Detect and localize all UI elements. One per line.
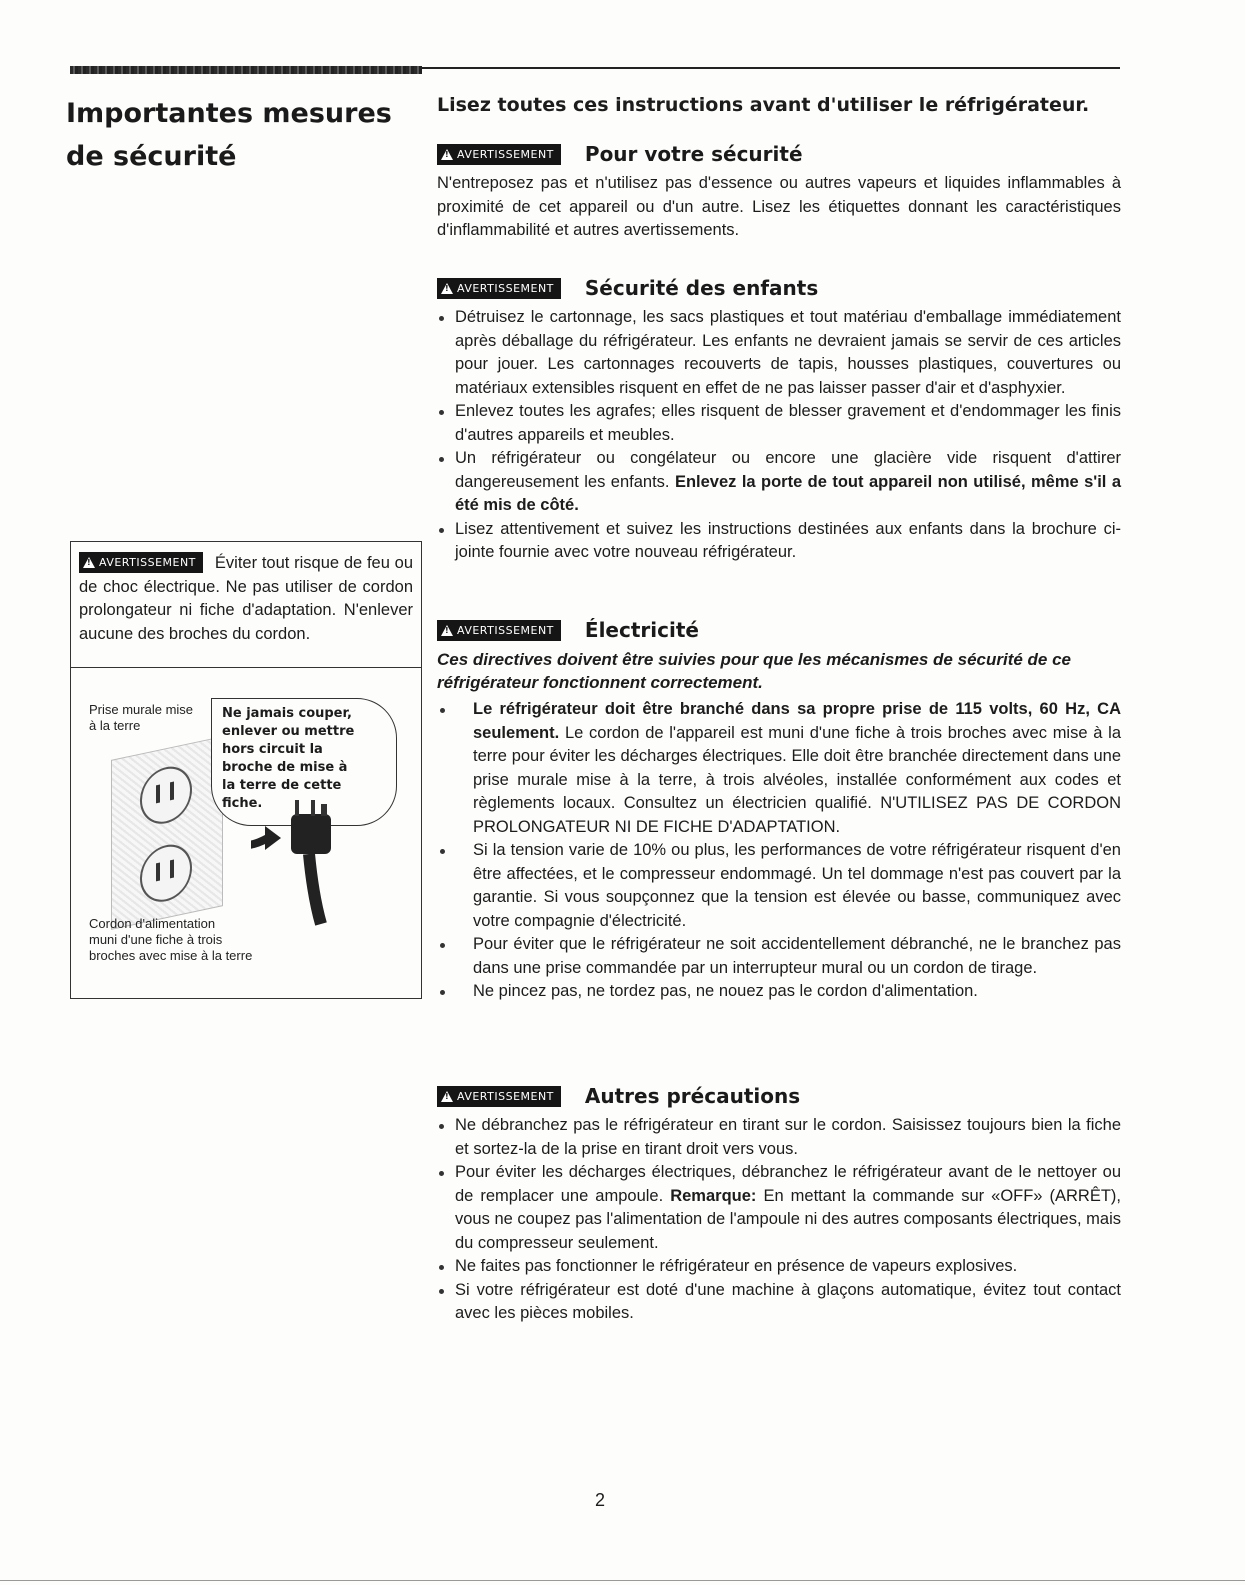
- section-heading: [437, 616, 1121, 644]
- list-item-text: En mettant la commande sur «OFF» (ARRÊT), vous ne coupez pas l'alimentation de l'ampoule ni des autres composants électriques, mais du compresseur seulement.: [455, 1186, 1122, 1252]
- cord-label-line: muni d'une fiche à trois: [89, 932, 223, 947]
- section-text: N'entreposez pas et n'utilisez pas d'essence ou autres vapeurs et liquides inflammables à proximité de cet appareil ou d'un autre. Lisez les étiquettes donnant les caractéristiques d'inflammabilité et autres avertissements.: [437, 174, 1121, 239]
- page-title: Importantes mesures de sécurité: [66, 98, 392, 172]
- list-item: Pour éviter que le réfrigérateur ne soit accidentellement débranché, ne le branchez pas dans une prise commandée par un interrupteur mural ou un cordon de tirage.: [437, 933, 1121, 980]
- outlet-label-line: à la terre: [89, 718, 141, 733]
- list-item: [437, 1161, 1121, 1255]
- list-item-text: Pour éviter les décharges électriques, débranchez le réfrigérateur avant de le nettoyer ou de remplacer une ampoule.: [455, 1163, 1121, 1205]
- list-item-bold: Remarque:: [670, 1186, 757, 1205]
- warning-triangle-icon: [83, 557, 95, 568]
- section-children: [437, 274, 1121, 565]
- warning-triangle-icon: [441, 283, 453, 294]
- cord-label-line: broches avec mise à la terre: [89, 948, 253, 963]
- callout-line: broche de mise à: [222, 760, 348, 775]
- sidebar-warning-text: Éviter tout risque de feu ou de choc électrique. Ne pas utiliser de cordon prolongateur ni fiche d'adaptation. N'enlever aucune des broches du cordon.: [79, 554, 413, 643]
- badge-label: AVERTISSEMENT: [457, 281, 554, 295]
- badge-label: AVERTISSEMENT: [457, 623, 554, 637]
- bottom-rule: [0, 1580, 1245, 1581]
- section-heading: [437, 140, 1121, 168]
- page-number: 2: [594, 1490, 605, 1510]
- warning-badge: [437, 1086, 561, 1107]
- section-safety: [437, 140, 1121, 243]
- section-title: Autres précautions: [584, 1084, 801, 1108]
- callout-line: Ne jamais couper,: [222, 706, 352, 721]
- outlet-label: [89, 702, 193, 734]
- lead-heading: Lisez toutes ces instructions avant d'utiliser le réfrigérateur.: [437, 94, 1090, 116]
- header-rule-dark: [70, 66, 422, 74]
- list-item: Détruisez le cartonnage, les sacs plastiques et tout matériau d'emballage immédiatement après déballage du réfrigérateur. Les enfants ne devraient jamais se servir de ces articles pour jouer. Les cartonnages recouverts de tapis, housses plastiques, couvertures ou matériaux extensibles risquent en effet de ne pas laisser passer d'air et d'asphyxier.: [437, 306, 1121, 400]
- section-heading: [437, 1082, 1121, 1110]
- header-rule-thin: [422, 67, 1120, 69]
- warning-badge: [79, 552, 203, 573]
- list-item: Lisez attentivement et suivez les instructions destinées aux enfants dans la brochure ci-jointe fournie avec votre nouveau réfrigérateur.: [437, 518, 1121, 565]
- list-item: Ne débranchez pas le réfrigérateur en tirant sur le cordon. Saisissez toujours bien la fiche et sortez-la de la prise en tirant droit vers vous.: [437, 1114, 1121, 1161]
- list-item-bold: Enlevez la porte de tout appareil non utilisé, même s'il a été mis de côté.: [455, 472, 1121, 514]
- cord-label-line: Cordon d'alimentation: [89, 916, 216, 931]
- warning-badge: [437, 620, 561, 641]
- wall-outlet-icon: [111, 736, 223, 930]
- section-other: [437, 1082, 1121, 1326]
- callout-line: la terre de cette: [222, 778, 342, 793]
- badge-label: AVERTISSEMENT: [99, 556, 196, 569]
- badge-label: AVERTISSEMENT: [457, 1089, 554, 1103]
- socket-icon: [140, 762, 192, 829]
- callout-line: enlever ou mettre: [222, 724, 355, 739]
- list-item: [437, 698, 1121, 839]
- badge-label: AVERTISSEMENT: [457, 147, 554, 161]
- section-title: Électricité: [584, 618, 699, 642]
- list-item: Si la tension varie de 10% ou plus, les performances de votre réfrigérateur risquent d'en être affectées, et le compresseur endommagé. Un tel dommage n'est pas couvert par la garantie. Si vous soupçonnez que la tension est élevée ou basse, communiquez avec votre compagnie d'électricité.: [437, 839, 1121, 933]
- warning-triangle-icon: [441, 149, 453, 160]
- cord-label: [89, 916, 252, 964]
- list-item: Ne faites pas fonctionner le réfrigérateur en présence de vapeurs explosives.: [437, 1255, 1121, 1279]
- callout-line: hors circuit la: [222, 742, 323, 757]
- sidebar-warning: [71, 542, 421, 668]
- section-electricity: [437, 616, 1121, 1004]
- list-item-bold: Le réfrigérateur doit être branché dans sa propre prise de 115 volts, 60 Hz, CA seulement.: [473, 700, 1121, 742]
- list-item: Ne pincez pas, ne tordez pas, ne nouez pas le cordon d'alimentation.: [437, 980, 1121, 1004]
- section-title: Pour votre sécurité: [584, 142, 803, 166]
- warning-triangle-icon: [441, 1091, 453, 1102]
- children-list: [437, 306, 1121, 565]
- warning-badge: [437, 278, 561, 299]
- section-heading: [437, 274, 1121, 302]
- socket-icon: [140, 840, 192, 907]
- list-item: [437, 447, 1121, 518]
- sidebar-warning-box: [70, 541, 422, 999]
- electricity-list: [437, 698, 1121, 1004]
- list-item: Si votre réfrigérateur est doté d'une machine à glaçons automatique, évitez tout contact avec les pièces mobiles.: [437, 1279, 1121, 1326]
- warning-badge: [437, 144, 561, 165]
- directive-text: Ces directives doivent être suivies pour que les mécanismes de sécurité de ce réfrigérateur fonctionnent correctement.: [437, 650, 1072, 692]
- list-item-text: Le cordon de l'appareil est muni d'une fiche à trois broches avec mise à la terre pour éviter les décharges électriques. Elle doit être branchée directement dans une prise murale mise à la terre, à trois alvéoles, installée conformément aux codes et règlements locaux. Consultez un électricien qualifié. N'UTILISEZ PAS DE CORDON PROLONGATEUR NI DE FICHE D'ADAPTATION.: [473, 723, 1121, 836]
- list-item: Enlevez toutes les agrafes; elles risquent de blesser gravement et d'endommager les finis d'autres appareils et meubles.: [437, 400, 1121, 447]
- outlet-diagram: [71, 668, 421, 998]
- plug-icon: [251, 796, 341, 926]
- outlet-label-line: Prise murale mise: [89, 702, 194, 717]
- list-item-text: Un réfrigérateur ou congélateur ou encore une glacière vide risquent d'attirer dangereusement les enfants.: [455, 449, 1121, 491]
- callout-line: fiche.: [222, 796, 263, 811]
- section-title: Sécurité des enfants: [584, 276, 819, 300]
- other-list: [437, 1114, 1121, 1326]
- warning-triangle-icon: [441, 625, 453, 636]
